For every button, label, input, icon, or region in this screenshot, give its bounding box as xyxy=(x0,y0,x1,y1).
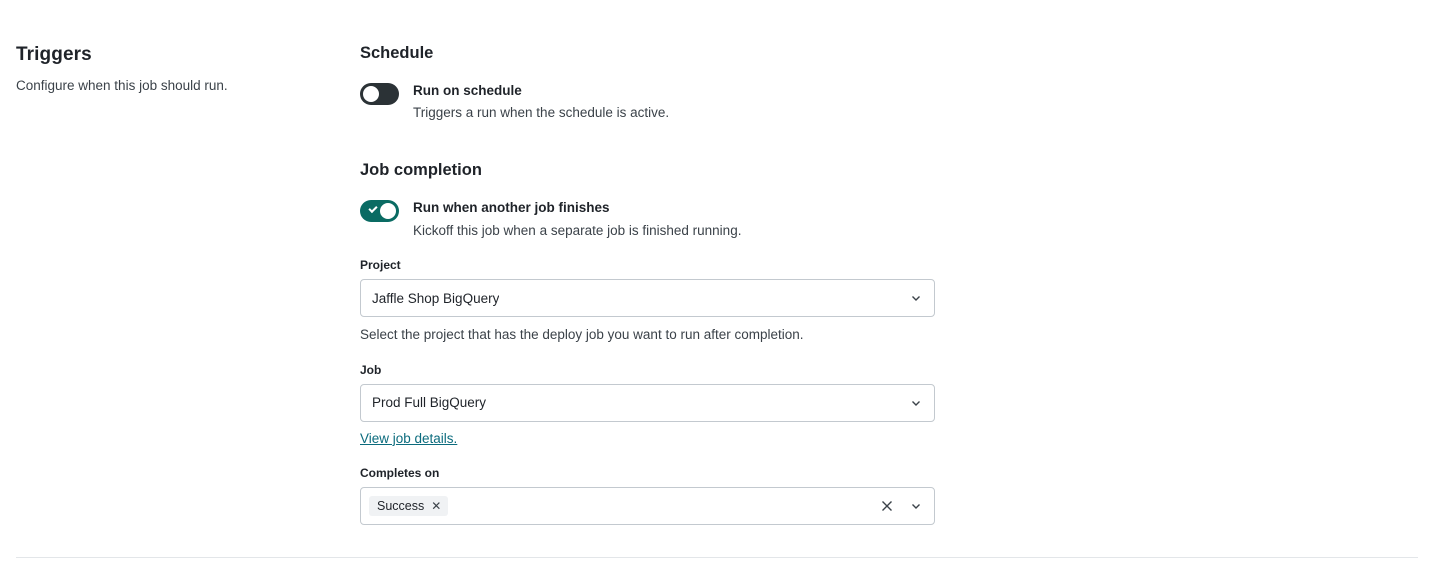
chevron-down-icon xyxy=(910,292,922,304)
run-on-schedule-label: Run on schedule xyxy=(413,82,522,98)
toggle-knob xyxy=(363,86,379,102)
run-on-schedule-help: Triggers a run when the schedule is active. xyxy=(413,105,670,121)
project-selected-value: Jaffle Shop BigQuery xyxy=(372,290,500,306)
run-on-schedule-text xyxy=(413,82,669,123)
run-when-job-finishes-toggle[interactable] xyxy=(360,200,399,222)
footer-divider xyxy=(16,557,1418,558)
completes-on-chip xyxy=(369,496,448,516)
job-label: Job xyxy=(360,362,382,377)
completes-on-label: Completes on xyxy=(360,465,440,480)
clear-icon[interactable] xyxy=(880,499,894,513)
project-help: Select the project that has the deploy job you want to run after completion. xyxy=(360,327,804,343)
close-icon[interactable]: ✕ xyxy=(431,498,442,513)
chevron-down-icon xyxy=(910,397,922,409)
toggle-knob xyxy=(380,203,396,219)
run-on-schedule-toggle[interactable] xyxy=(360,83,399,105)
triggers-section-header xyxy=(16,44,336,95)
job-selected-value: Prod Full BigQuery xyxy=(372,395,487,411)
run-on-schedule-row xyxy=(360,82,960,123)
spacer xyxy=(360,123,960,161)
view-job-details-link[interactable]: View job details. xyxy=(360,430,458,446)
page-title: Triggers xyxy=(16,44,92,65)
project-label: Project xyxy=(360,258,401,273)
run-when-job-finishes-row xyxy=(360,199,960,240)
project-field xyxy=(360,258,960,344)
page-description: Configure when this job should run. xyxy=(16,77,228,93)
schedule-heading: Schedule xyxy=(360,44,434,62)
run-when-job-finishes-help: Kickoff this job when a separate job is finished running. xyxy=(413,222,742,238)
triggers-form xyxy=(360,44,960,525)
run-when-job-finishes-text xyxy=(413,199,741,240)
chevron-down-icon[interactable] xyxy=(910,500,922,512)
job-field xyxy=(360,363,960,448)
run-when-job-finishes-label: Run when another job finishes xyxy=(413,200,610,216)
job-select[interactable] xyxy=(360,384,935,422)
job-completion-heading: Job completion xyxy=(360,161,482,180)
completes-on-multiselect[interactable] xyxy=(360,487,935,525)
project-select[interactable] xyxy=(360,279,935,317)
check-icon xyxy=(368,204,377,213)
chip-label: Success xyxy=(377,498,425,513)
completes-on-field xyxy=(360,466,960,525)
